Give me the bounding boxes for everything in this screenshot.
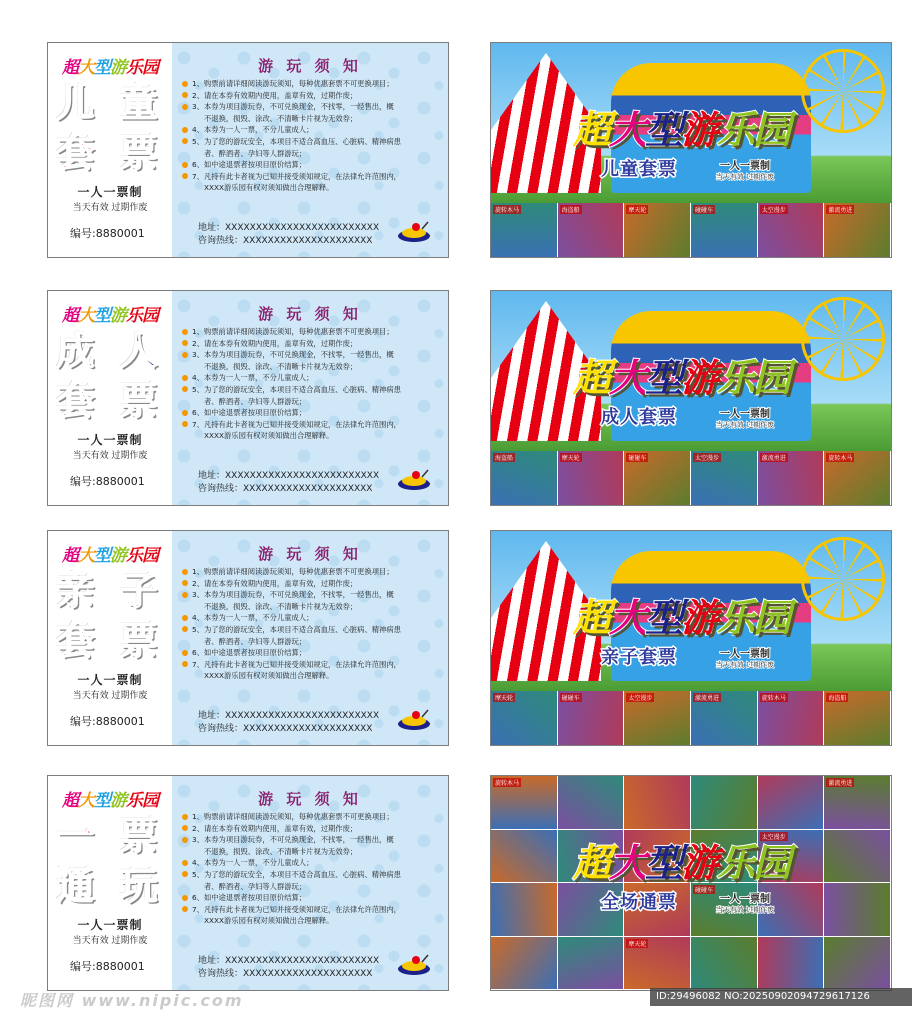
front-per-person-box bbox=[713, 890, 777, 915]
rules-panel bbox=[172, 291, 448, 505]
ticket-front bbox=[490, 530, 892, 746]
bullet-icon bbox=[182, 895, 188, 901]
bullet-icon bbox=[182, 127, 188, 133]
rule-item: 6、如中途退票者按项目原价结算； bbox=[182, 892, 444, 904]
ride-photo bbox=[491, 883, 558, 937]
address: 地址：XXXXXXXXXXXXXXXXXXXXXXXXX bbox=[198, 711, 380, 721]
bumper-car-icon bbox=[396, 469, 432, 491]
ride-caption: 太空漫步 bbox=[695, 455, 720, 462]
rule-item: XXXX游乐园有权对须知做出合理解释。 bbox=[204, 431, 334, 441]
bullet-icon bbox=[182, 375, 188, 381]
front-title: 超大型游乐园 bbox=[573, 355, 790, 400]
front-ticket-type: 全场通票 bbox=[601, 892, 677, 913]
per-person-note: 一人一票制 bbox=[77, 673, 143, 687]
rule-item: 2、请在本券有效期内使用，盖章有效，过期作废； bbox=[182, 578, 444, 590]
ticket-type-line1: 亲 子 bbox=[56, 569, 164, 613]
rule-item: 者、醉酒者、孕妇等人群游玩； bbox=[204, 636, 307, 646]
ride-caption: 摩天轮 bbox=[561, 455, 580, 462]
ticket-row bbox=[0, 530, 922, 746]
bullet-icon bbox=[182, 173, 188, 179]
rule-item: XXXX游乐园有权对须知做出合理解释。 bbox=[204, 916, 334, 926]
rule-item: 者、醉酒者、孕妇等人群游玩； bbox=[204, 396, 307, 406]
ferris-wheel bbox=[801, 537, 885, 621]
bullet-icon bbox=[182, 814, 188, 820]
ride-photo bbox=[558, 776, 625, 830]
front-per-person: 一人一票制 bbox=[720, 649, 770, 660]
ride-photo bbox=[624, 203, 691, 258]
per-person-note: 一人一票制 bbox=[77, 433, 143, 447]
rule-item: 6、如中途退票者按项目原价结算； bbox=[182, 647, 444, 659]
ticket-back bbox=[47, 530, 449, 746]
ride-caption: 海盗船 bbox=[561, 207, 580, 214]
ride-photo bbox=[691, 937, 758, 991]
address: 地址：XXXXXXXXXXXXXXXXXXXXXXXXX bbox=[198, 471, 380, 481]
ticket-back bbox=[47, 290, 449, 506]
ride-photo bbox=[824, 937, 891, 991]
ride-photo bbox=[558, 451, 625, 506]
per-person-note: 一人一票制 bbox=[77, 918, 143, 932]
ride-photo bbox=[691, 451, 758, 506]
brand-logo: 超大型游乐园 bbox=[62, 306, 158, 326]
rule-item: 2、请在本券有效期内使用，盖章有效，过期作废； bbox=[182, 338, 444, 350]
rule-item: 者、醉酒者、孕妇等人群游玩； bbox=[204, 881, 307, 891]
ride-photo bbox=[824, 776, 891, 830]
ride-caption: 激流勇进 bbox=[761, 455, 786, 462]
ticket-stub bbox=[48, 776, 172, 990]
front-ticket-type: 儿童套票 bbox=[601, 159, 677, 180]
ticket-type-line2: 套 票 bbox=[56, 131, 164, 175]
ride-photo bbox=[691, 203, 758, 258]
ride-caption: 摩天轮 bbox=[628, 940, 647, 948]
front-valid: 当天有效 过期作废 bbox=[715, 661, 775, 669]
bullet-icon bbox=[182, 569, 188, 575]
serial-number: 编号:8880001 bbox=[70, 960, 145, 973]
rule-item: 不退换，损毁、涂改、不清晰卡片视为无效券； bbox=[204, 361, 358, 371]
bullet-icon bbox=[182, 837, 188, 843]
hotline: 咨询热线：XXXXXXXXXXXXXXXXXXXXX bbox=[198, 484, 373, 494]
rule-item: 2、请在本券有效期内使用，盖章有效，过期作废； bbox=[182, 823, 444, 835]
rule-item: 5、为了您的游玩安全，本项目不适合高血压、心脏病、精神病患 bbox=[182, 384, 444, 396]
bullet-icon bbox=[182, 825, 188, 831]
ride-photo bbox=[491, 203, 558, 258]
rule-item: 4、本券为一人一票，不分儿童成人； bbox=[182, 612, 444, 624]
rules-title: 游 玩 须 知 bbox=[258, 57, 362, 75]
ride-caption: 太空漫步 bbox=[761, 207, 786, 214]
ride-caption: 海盗船 bbox=[495, 455, 514, 462]
ride-photo bbox=[824, 451, 891, 506]
bumper-car-icon bbox=[396, 221, 432, 243]
ticket-type-line2: 套 票 bbox=[56, 379, 164, 423]
front-per-person-box bbox=[713, 157, 777, 182]
ticket-stub bbox=[48, 531, 172, 745]
front-per-person: 一人一票制 bbox=[720, 409, 770, 420]
front-valid: 当天有效 过期作废 bbox=[715, 906, 775, 914]
bullet-icon bbox=[182, 138, 188, 144]
ticket-row bbox=[0, 775, 922, 991]
ride-photo bbox=[624, 776, 691, 830]
front-ticket-type: 成人套票 bbox=[601, 407, 677, 428]
ride-photo bbox=[691, 691, 758, 746]
bullet-icon bbox=[182, 592, 188, 598]
brand-logo: 超大型游乐园 bbox=[62, 58, 158, 78]
valid-note: 当天有效 过期作废 bbox=[72, 203, 148, 213]
valid-note: 当天有效 过期作废 bbox=[72, 691, 148, 701]
bullet-icon bbox=[182, 626, 188, 632]
bullet-icon bbox=[182, 81, 188, 87]
serial-number: 编号:8880001 bbox=[70, 715, 145, 728]
ferris-wheel bbox=[801, 297, 885, 381]
bullet-icon bbox=[182, 386, 188, 392]
bullet-icon bbox=[182, 410, 188, 416]
rules-title: 游 玩 须 知 bbox=[258, 305, 362, 323]
rules-list bbox=[182, 326, 444, 442]
rule-item: 5、为了您的游玩安全，本项目不适合高血压、心脏病、精神病患 bbox=[182, 624, 444, 636]
ticket-front bbox=[490, 775, 892, 991]
address: 地址：XXXXXXXXXXXXXXXXXXXXXXXXX bbox=[198, 956, 380, 966]
rule-item: 2、请在本券有效期内使用，盖章有效，过期作废； bbox=[182, 90, 444, 102]
rules-list bbox=[182, 78, 444, 194]
rule-item: 不退换，损毁、涂改、不清晰卡片视为无效券； bbox=[204, 601, 358, 611]
ride-photo bbox=[558, 203, 625, 258]
rules-panel bbox=[172, 776, 448, 990]
ferris-wheel bbox=[801, 49, 885, 133]
rules-list bbox=[182, 566, 444, 682]
ticket-front bbox=[490, 42, 892, 258]
rule-item: 1、购票前请详细阅读游玩须知，每种优惠套票不可更换项目； bbox=[182, 811, 444, 823]
ride-photo bbox=[558, 937, 625, 991]
ride-photo bbox=[558, 691, 625, 746]
ride-caption: 碰碰车 bbox=[561, 695, 580, 702]
rule-item: 5、为了您的游玩安全，本项目不适合高血压、心脏病、精神病患 bbox=[182, 136, 444, 148]
front-per-person-box bbox=[713, 405, 777, 430]
ride-caption: 旋转木马 bbox=[495, 207, 520, 214]
ride-photo bbox=[624, 451, 691, 506]
front-per-person-box bbox=[713, 645, 777, 670]
rule-item: 3、本券为项目游玩券，不可兑换现金，不找零，一经售出，概 bbox=[182, 589, 444, 601]
front-per-person: 一人一票制 bbox=[720, 161, 770, 172]
ticket-back bbox=[47, 42, 449, 258]
bullet-icon bbox=[182, 860, 188, 866]
rules-list bbox=[182, 811, 444, 927]
photo-strip bbox=[491, 691, 891, 746]
bullet-icon bbox=[182, 162, 188, 168]
ride-caption: 旋转木马 bbox=[495, 780, 520, 787]
bullet-icon bbox=[182, 906, 188, 912]
front-valid: 当天有效 过期作废 bbox=[715, 421, 775, 429]
front-per-person: 一人一票制 bbox=[720, 894, 770, 905]
bullet-icon bbox=[182, 871, 188, 877]
bullet-icon bbox=[182, 580, 188, 586]
bullet-icon bbox=[182, 615, 188, 621]
ride-photo bbox=[758, 451, 825, 506]
bullet-icon bbox=[182, 340, 188, 346]
valid-note: 当天有效 过期作废 bbox=[72, 451, 148, 461]
ticket-stub bbox=[48, 43, 172, 257]
ticket-stub bbox=[48, 291, 172, 505]
rule-item: 1、购票前请详细阅读游玩须知，每种优惠套票不可更换项目； bbox=[182, 326, 444, 338]
ride-caption: 旋转木马 bbox=[761, 695, 786, 702]
front-title: 超大型游乐园 bbox=[573, 107, 790, 152]
ride-photo bbox=[824, 691, 891, 746]
ticket-row bbox=[0, 290, 922, 506]
ride-caption: 旋转木马 bbox=[828, 455, 853, 462]
ride-photo bbox=[691, 776, 758, 830]
ride-caption: 海盗船 bbox=[828, 695, 847, 702]
ticket-front bbox=[490, 290, 892, 506]
ride-photo bbox=[624, 937, 691, 991]
rule-item: 4、本券为一人一票，不分儿童成人； bbox=[182, 124, 444, 136]
address: 地址：XXXXXXXXXXXXXXXXXXXXXXXXX bbox=[198, 223, 380, 233]
serial-number: 编号:8880001 bbox=[70, 227, 145, 240]
serial-number: 编号:8880001 bbox=[70, 475, 145, 488]
rule-item: 7、凡持有此卡者视为已知并接受须知规定，在法律允许范围内， bbox=[182, 419, 444, 431]
hotline: 咨询热线：XXXXXXXXXXXXXXXXXXXXX bbox=[198, 236, 373, 246]
rule-item: 7、凡持有此卡者视为已知并接受须知规定，在法律允许范围内， bbox=[182, 171, 444, 183]
hotline: 咨询热线：XXXXXXXXXXXXXXXXXXXXX bbox=[198, 969, 373, 979]
ride-caption: 太空漫步 bbox=[628, 695, 653, 702]
bumper-car-icon bbox=[396, 954, 432, 976]
rule-item: 7、凡持有此卡者视为已知并接受须知规定，在法律允许范围内， bbox=[182, 904, 444, 916]
ride-caption: 激流勇进 bbox=[828, 780, 853, 787]
bullet-icon bbox=[182, 352, 188, 358]
bullet-icon bbox=[182, 421, 188, 427]
watermark-left: 昵图网 www.nipic.com bbox=[20, 991, 244, 1010]
ticket-type-line2: 套 票 bbox=[56, 619, 164, 663]
rule-item: 4、本券为一人一票，不分儿童成人； bbox=[182, 857, 444, 869]
ticket-type-line1: 一 票 bbox=[56, 814, 164, 858]
rules-title: 游 玩 须 知 bbox=[258, 545, 362, 563]
rule-item: XXXX游乐园有权对须知做出合理解释。 bbox=[204, 183, 334, 193]
rules-title: 游 玩 须 知 bbox=[258, 790, 362, 808]
rules-panel bbox=[172, 43, 448, 257]
rule-item: 4、本券为一人一票，不分儿童成人； bbox=[182, 372, 444, 384]
ticket-row bbox=[0, 42, 922, 258]
valid-note: 当天有效 过期作废 bbox=[72, 936, 148, 946]
rule-item: 者、醉酒者、孕妇等人群游玩； bbox=[204, 148, 307, 158]
rule-item: 3、本券为项目游玩券，不可兑换现金，不找零，一经售出，概 bbox=[182, 101, 444, 113]
front-title: 超大型游乐园 bbox=[573, 840, 790, 885]
bullet-icon bbox=[182, 650, 188, 656]
rule-item: 不退换，损毁、涂改、不清晰卡片视为无效券； bbox=[204, 113, 358, 123]
photo-strip bbox=[491, 451, 891, 506]
ride-photo bbox=[491, 937, 558, 991]
ride-caption: 激流勇进 bbox=[828, 207, 853, 214]
ride-photo bbox=[758, 203, 825, 258]
ride-caption: 太空漫步 bbox=[761, 833, 786, 841]
front-title: 超大型游乐园 bbox=[573, 595, 790, 640]
per-person-note: 一人一票制 bbox=[77, 185, 143, 199]
bullet-icon bbox=[182, 661, 188, 667]
ride-photo bbox=[758, 776, 825, 830]
ride-caption: 摩天轮 bbox=[628, 207, 647, 214]
ride-photo bbox=[758, 691, 825, 746]
ticket-type-line1: 成 人 bbox=[56, 329, 164, 373]
ride-photo bbox=[824, 203, 891, 258]
ticket-type-line2: 通 玩 bbox=[56, 864, 164, 908]
photo-strip bbox=[491, 203, 891, 258]
hotline: 咨询热线：XXXXXXXXXXXXXXXXXXXXX bbox=[198, 724, 373, 734]
rule-item: 不退换，损毁、涂改、不清晰卡片视为无效券； bbox=[204, 846, 358, 856]
ticket-back bbox=[47, 775, 449, 991]
ride-caption: 激流勇进 bbox=[695, 695, 720, 702]
ride-photo bbox=[491, 776, 558, 830]
rule-item: 3、本券为项目游玩券，不可兑换现金，不找零，一经售出，概 bbox=[182, 349, 444, 361]
ride-photo bbox=[491, 830, 558, 884]
rule-item: 7、凡持有此卡者视为已知并接受须知规定，在法律允许范围内， bbox=[182, 659, 444, 671]
ride-caption: 碰碰车 bbox=[694, 887, 713, 894]
ride-photo bbox=[491, 691, 558, 746]
front-ticket-type: 亲子套票 bbox=[601, 647, 677, 668]
rule-item: 6、如中途退票者按项目原价结算； bbox=[182, 407, 444, 419]
bullet-icon bbox=[182, 329, 188, 335]
rule-item: 1、购票前请详细阅读游玩须知，每种优惠套票不可更换项目； bbox=[182, 78, 444, 90]
watermark-id-banner: ID:29496082 NO:20250902094729617126 bbox=[650, 988, 912, 1006]
ticket-type-line1: 儿 童 bbox=[56, 81, 164, 125]
bullet-icon bbox=[182, 104, 188, 110]
ride-photo bbox=[624, 691, 691, 746]
ride-caption: 摩天轮 bbox=[495, 695, 514, 702]
rule-item: XXXX游乐园有权对须知做出合理解释。 bbox=[204, 671, 334, 681]
rule-item: 3、本券为项目游玩券，不可兑换现金，不找零，一经售出，概 bbox=[182, 834, 444, 846]
ride-photo bbox=[824, 830, 891, 884]
bullet-icon bbox=[182, 92, 188, 98]
ride-photo bbox=[758, 937, 825, 991]
ride-caption: 碰碰车 bbox=[628, 455, 647, 462]
rule-item: 5、为了您的游玩安全，本项目不适合高血压、心脏病、精神病患 bbox=[182, 869, 444, 881]
front-valid: 当天有效 过期作废 bbox=[715, 173, 775, 181]
ride-caption: 碰碰车 bbox=[695, 207, 714, 214]
rule-item: 1、购票前请详细阅读游玩须知，每种优惠套票不可更换项目； bbox=[182, 566, 444, 578]
ride-photo bbox=[824, 883, 891, 937]
rule-item: 6、如中途退票者按项目原价结算； bbox=[182, 159, 444, 171]
rules-panel bbox=[172, 531, 448, 745]
brand-logo: 超大型游乐园 bbox=[62, 546, 158, 566]
bumper-car-icon bbox=[396, 709, 432, 731]
brand-logo: 超大型游乐园 bbox=[62, 791, 158, 811]
ride-photo bbox=[491, 451, 558, 506]
